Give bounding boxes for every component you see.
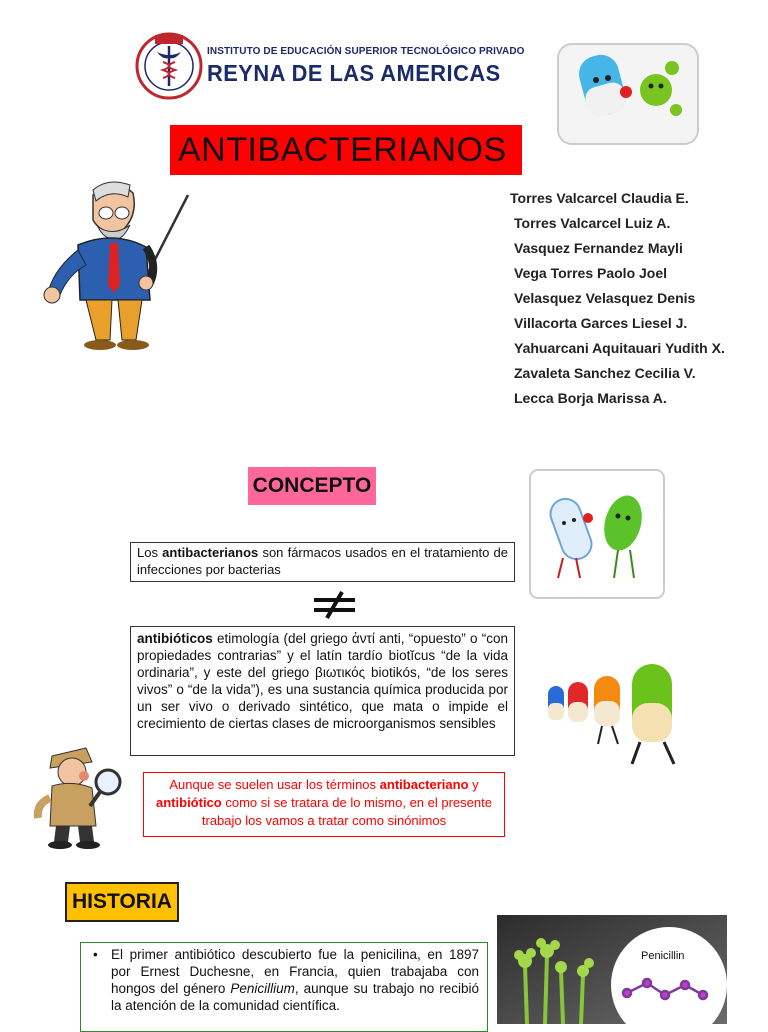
antibacterial-definition <box>130 542 515 582</box>
antibiotic-etymology: etimología (del griego ἀντί anti, “opuesto” o “con propiedades contrarias” y el latín tardío biotĭcus “de la vida ordinaria”, y este del griego βιωτικός biotikós, “de los seres vivos” o “de la vida”), es una sustancia química producida por un ser vivo o derivado sintético, que mata o impide el crecimiento de ciertas clases de microorganismos sensibles <box>137 631 508 731</box>
historia-text-box <box>80 942 488 1032</box>
antibiotic-term: antibióticos <box>137 631 213 646</box>
not-equal-icon <box>312 590 357 620</box>
author-name: Zavaleta Sanchez Cecilia V. <box>514 365 696 381</box>
historia-text: , aunque su trabajo no recibió la atención de la comunidad científica. <box>111 981 479 1013</box>
historia-text: El primer antibiótico descubierto fue la penicilina, en 1897 por Ernest Duchesne, en Francia, quien trabajaba con hongos del género <box>111 947 479 996</box>
institution-subtitle: INSTITUTO DE EDUCACIÓN SUPERIOR TECNOLÓGICO PRIVADO <box>207 46 525 57</box>
institution-seal-icon <box>135 32 203 100</box>
note-text: Aunque se suelen usar los términos <box>169 777 380 792</box>
note-text: como si se tratara de lo mismo, en el presente trabajo los vamos a tratar como sinónimos <box>201 795 492 828</box>
teacher-cartoon-illustration <box>38 175 198 353</box>
note-text: y <box>468 777 479 792</box>
bullet-icon: • <box>93 947 98 962</box>
definition-term: antibacterianos <box>162 545 259 560</box>
author-name: Lecca Borja Marissa A. <box>514 390 667 406</box>
pill-fighting-bacteria-illustration <box>528 468 666 600</box>
note-term-antibiotico: antibiótico <box>156 795 222 810</box>
pill-vs-bacteria-illustration <box>554 40 704 150</box>
antibiotic-definition <box>130 626 515 756</box>
author-name: Vasquez Fernandez Mayli <box>514 240 683 256</box>
author-name: Vega Torres Paolo Joel <box>514 265 668 281</box>
historia-heading: HISTORIA <box>65 882 179 922</box>
running-pills-illustration <box>540 660 702 772</box>
author-name: Torres Valcarcel Luiz A. <box>514 215 671 231</box>
definition-text: son fármacos usados en el tratamiento de infecciones por bacterias <box>137 545 508 577</box>
author-name: Yahuarcani Aquitauari Yudith X. <box>514 340 725 356</box>
historia-genus: Penicillium <box>230 981 295 996</box>
concepto-heading: CONCEPTO <box>248 467 376 505</box>
institution-name: REYNA DE LAS AMERICAS <box>207 60 501 86</box>
page-title: ANTIBACTERIANOS <box>170 125 522 175</box>
penicillin-label: Penicillin <box>641 950 685 962</box>
author-name: Villacorta Garces Liesel J. <box>514 315 688 331</box>
note-term-antibacteriano: antibacteriano <box>379 777 469 792</box>
definition-prefix: Los <box>137 545 163 560</box>
synonyms-note <box>143 772 505 837</box>
author-name: Torres Valcarcel Claudia E. <box>510 190 689 206</box>
authors-list <box>510 188 760 413</box>
penicillin-illustration <box>497 915 727 1024</box>
institution-logo <box>135 30 525 102</box>
author-name: Velasquez Velasquez Denis <box>514 290 696 306</box>
detective-cartoon-illustration <box>30 742 126 850</box>
